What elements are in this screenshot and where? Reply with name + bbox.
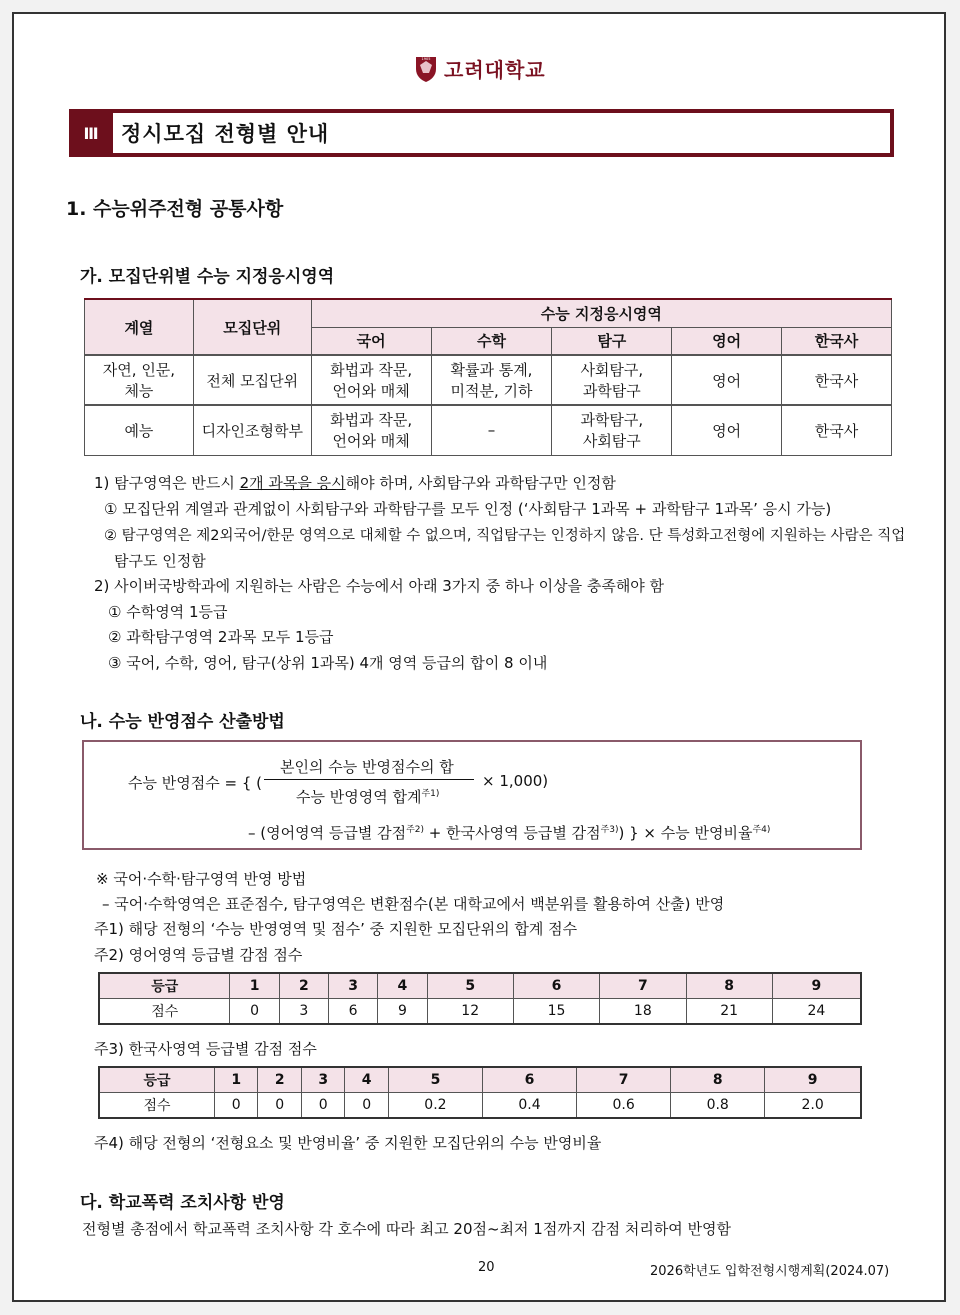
score-cell: 0.6	[577, 1093, 671, 1119]
score-cell: 0.8	[671, 1093, 765, 1119]
grade-cell: 8	[686, 973, 772, 999]
grade-cell: 7	[600, 973, 686, 999]
document-page	[12, 12, 946, 1302]
grade-label: 등급	[99, 973, 230, 999]
required-areas-table	[84, 298, 892, 456]
footnote-2: 주2) 영어영역 등급별 감점 점수	[94, 946, 303, 964]
grade-cell: 1	[230, 973, 279, 999]
note-2-1: ① 수학영역 1등급	[108, 603, 228, 621]
grade-cell: 6	[482, 1067, 576, 1093]
history-deduction-table	[98, 1066, 862, 1119]
score-cell: 6	[329, 999, 378, 1025]
cell-korean: 화법과 작문, 언어와 매체	[311, 405, 431, 455]
grade-cell: 8	[671, 1067, 765, 1093]
score-cell: 21	[686, 999, 772, 1025]
section-title: 1. 수능위주전형 공통사항	[66, 198, 284, 220]
cell-inquiry: 과학탐구, 사회탐구	[552, 405, 672, 455]
note-1-1: ① 모집단위 계열과 관계없이 사회탐구와 과학탐구를 모두 인정 (‘사회탐구 1과목 + 과학탐구 1과목’ 응시 가능)	[104, 500, 832, 518]
header-unit: 모집단위	[193, 299, 311, 355]
grade-cell: 3	[329, 973, 378, 999]
cell-math: 확률과 통계, 미적분, 기하	[431, 355, 552, 405]
formula-line2: – (영어영역 등급별 감점$^{주2)}$ + 한국사영역 등급별 감점$^{주3)}$) } × 수능 반영비율$^{주4)}$	[248, 824, 771, 842]
cell-field: 예능	[85, 405, 194, 455]
subsection-c-title: 다. 학교폭력 조치사항 반영	[80, 1193, 285, 1213]
formula-box	[82, 740, 862, 850]
score-cell: 9	[378, 999, 427, 1025]
score-cell: 0	[301, 1093, 344, 1119]
score-cell: 15	[513, 999, 599, 1025]
grade-cell: 7	[577, 1067, 671, 1093]
header-english: 영어	[672, 327, 782, 355]
header-field: 계열	[85, 299, 194, 355]
grade-cell: 5	[427, 973, 513, 999]
score-cell: 0	[215, 1093, 258, 1119]
note-1-2: ② 탐구영역은 제2외국어/한문 영역으로 대체할 수 없으며, 직업탐구는 인정하지 않음. 단 특성화고전형에 지원하는 사람은 직업	[104, 528, 906, 544]
note-1-2-cont: 탐구도 인정함	[114, 552, 206, 570]
header-inquiry: 탐구	[552, 327, 672, 355]
footnote-1: 주1) 해당 전형의 ‘수능 반영영역 및 점수’ 중 지원한 모집단위의 합계 점수	[94, 920, 578, 938]
note-2-3: ③ 국어, 수학, 영어, 탐구(상위 1과목) 4개 영역 등급의 합이 8 이내	[108, 654, 548, 672]
header-group: 수능 지정응시영역	[311, 299, 891, 327]
english-deduction-table	[98, 972, 862, 1025]
document-footer: 2026학년도 입학전형시행계획(2024.07)	[650, 1264, 890, 1279]
crest-icon	[414, 55, 438, 83]
score-cell: 0	[258, 1093, 301, 1119]
university-logo	[414, 54, 546, 83]
grade-cell: 1	[215, 1067, 258, 1093]
score-cell: 24	[772, 999, 861, 1025]
formula-lhs: 수능 반영점수 = { (	[128, 774, 262, 792]
page-number: 20	[478, 1260, 495, 1275]
cell-unit: 디자인조형학부	[193, 405, 311, 455]
grade-cell: 6	[513, 973, 599, 999]
grade-cell: 2	[279, 973, 328, 999]
grade-cell: 9	[772, 973, 861, 999]
grade-cell: 9	[765, 1067, 861, 1093]
grade-cell: 5	[388, 1067, 482, 1093]
cell-history: 한국사	[782, 355, 892, 405]
cell-english: 영어	[672, 405, 782, 455]
score-label: 점수	[99, 999, 230, 1025]
chapter-title: 정시모집 전형별 안내	[121, 122, 330, 146]
score-cell: 0	[230, 999, 279, 1025]
formula-denominator: 수능 반영영역 합계$^{주1)}$	[296, 788, 440, 806]
score-cell: 0.2	[388, 1093, 482, 1119]
note-2: 2) 사이버국방학과에 지원하는 사람은 수능에서 아래 3가지 중 하나 이상을 충족해야 함	[94, 577, 665, 595]
score-cell: 2.0	[765, 1093, 861, 1119]
score-cell: 0	[345, 1093, 388, 1119]
footnote-4: 주4) 해당 전형의 ‘전형요소 및 반영비율’ 중 지원한 모집단위의 수능 반영비율	[94, 1134, 602, 1152]
logo-text: 고려대학교	[444, 58, 546, 82]
cell-math: –	[431, 405, 552, 455]
cell-inquiry: 사회탐구, 과학탐구	[552, 355, 672, 405]
table-row	[85, 355, 892, 405]
note-2-2: ② 과학탐구영역 2과목 모두 1등급	[108, 628, 334, 646]
grade-cell: 3	[301, 1067, 344, 1093]
grade-label: 등급	[99, 1067, 215, 1093]
note-1: 1) 탐구영역은 반드시 2개 과목을 응시해야 하며, 사회탐구와 과학탐구만 인정함	[94, 474, 616, 492]
cell-history: 한국사	[782, 405, 892, 455]
chapter-banner	[69, 109, 894, 157]
table-row	[85, 405, 892, 455]
formula-multiplier: × 1,000)	[482, 772, 549, 790]
score-cell: 3	[279, 999, 328, 1025]
svg-text:1905: 1905	[421, 56, 431, 61]
score-cell: 18	[600, 999, 686, 1025]
grade-cell: 4	[345, 1067, 388, 1093]
header-math: 수학	[431, 327, 552, 355]
chapter-number: Ⅲ	[83, 123, 99, 143]
school-violence-text: 전형별 총점에서 학교폭력 조치사항 각 호수에 따라 최고 20점~최저 1점까지 감점 처리하여 반영함	[82, 1220, 732, 1238]
cell-field: 자연, 인문, 체능	[85, 355, 194, 405]
header-korean: 국어	[311, 327, 431, 355]
cell-unit: 전체 모집단위	[193, 355, 311, 405]
fraction-bar	[264, 779, 474, 780]
subsection-b-title: 나. 수능 반영점수 산출방법	[80, 712, 285, 732]
subsection-a-title: 가. 모집단위별 수능 지정응시영역	[80, 267, 335, 287]
method-detail: – 국어·수학영역은 표준점수, 탐구영역은 변환점수(본 대학교에서 백분위를 활용하여 산출) 반영	[102, 895, 725, 913]
score-cell: 12	[427, 999, 513, 1025]
footnote-3: 주3) 한국사영역 등급별 감점 점수	[94, 1040, 317, 1058]
formula-numerator: 본인의 수능 반영점수의 합	[280, 758, 454, 776]
cell-english: 영어	[672, 355, 782, 405]
grade-cell: 2	[258, 1067, 301, 1093]
cell-korean: 화법과 작문, 언어와 매체	[311, 355, 431, 405]
header-history: 한국사	[782, 327, 892, 355]
score-cell: 0.4	[482, 1093, 576, 1119]
score-label: 점수	[99, 1093, 215, 1119]
grade-cell: 4	[378, 973, 427, 999]
method-title: ※ 국어·수학·탐구영역 반영 방법	[96, 870, 307, 888]
